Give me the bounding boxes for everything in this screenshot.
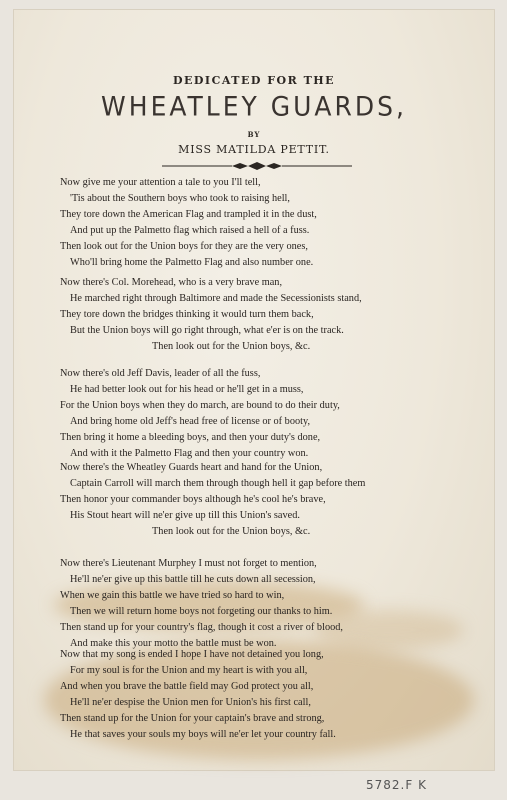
verse-line: Then stand up for your country's flag, though it cost a river of blood, xyxy=(60,622,343,633)
verse-line: Now there's old Jeff Davis, leader of all the fuss, xyxy=(60,368,261,379)
verse-line: Captain Carroll will march them through though hell it gap before them xyxy=(70,478,366,489)
stanza xyxy=(60,275,480,355)
verse-line: He had better look out for his head or he'll get in a muss, xyxy=(70,384,304,395)
verse-line: Then look out for the Union boys for they are the very ones, xyxy=(60,241,308,252)
stanza xyxy=(60,647,480,743)
stanza xyxy=(60,460,480,540)
verse-line: And when you brave the battle field may God protect you all, xyxy=(60,681,314,692)
verse-line: Then stand up for the Union for your captain's brave and strong, xyxy=(60,713,325,724)
stanza xyxy=(60,366,480,462)
verse-line: They tore down the bridges thinking it would turn them back, xyxy=(60,309,314,320)
dedication-line: DEDICATED FOR THE xyxy=(172,74,336,87)
verse-line: Then look out for the Union boys, &c. xyxy=(152,526,311,537)
page-title: WHEATLEY GUARDS, xyxy=(101,90,407,123)
verse-line: And bring home old Jeff's head free of license or of booty, xyxy=(70,416,311,427)
verse-line: When we gain this battle we have tried so hard to win, xyxy=(60,590,285,601)
verse-line: He'll ne'er despise the Union men for Union's his first call, xyxy=(70,697,311,708)
verse-line: He'll ne'er give up this battle till he cuts down all secession, xyxy=(70,574,316,585)
stanza xyxy=(60,556,480,652)
verse-line: Then honor your commander boys although he's cool he's brave, xyxy=(60,494,326,505)
verse-line: He marched right through Baltimore and made the Secessionists stand, xyxy=(70,293,362,304)
verse-line: Now that my song is ended I hope I have not detained you long, xyxy=(60,649,324,660)
verse-line: And put up the Palmetto flag which raised a hell of a fuss. xyxy=(70,225,310,236)
verse-line: Then we will return home boys not forgeting our thanks to him. xyxy=(70,606,333,617)
verse-line: Now give me your attention a tale to you I'll tell, xyxy=(60,177,261,188)
verse-line: For the Union boys when they do march, are bound to do their duty, xyxy=(60,400,340,411)
verse-line: 'Tis about the Southern boys who took to raising hell, xyxy=(70,193,290,204)
catalog-mark: 5782.F K xyxy=(366,778,427,792)
verse-line: Now there's the Wheatley Guards heart and hand for the Union, xyxy=(60,462,323,473)
verse-line: They tore down the American Flag and trampled it in the dust, xyxy=(60,209,317,220)
broadside-sheet xyxy=(14,10,494,770)
verse-line: His Stout heart will ne'er give up till this Union's saved. xyxy=(70,510,300,521)
verse-line: Now there's Lieutenant Murphey I must not forget to mention, xyxy=(60,558,317,569)
by-line: BY xyxy=(247,130,261,139)
stanza xyxy=(60,175,480,271)
verse-line: But the Union boys will go right through, what e'er is on the track. xyxy=(70,325,344,336)
ornamental-rule xyxy=(162,160,352,172)
verse-line: He that saves your souls my boys will ne'er let your country fall. xyxy=(70,729,336,740)
verse-line: Now there's Col. Morehead, who is a very brave man, xyxy=(60,277,283,288)
verse-line: Then bring it home a bleeding boys, and then your duty's done, xyxy=(60,432,321,443)
verse-line: Then look out for the Union boys, &c. xyxy=(152,341,311,352)
verse-line: And make this your motto the battle must be won. xyxy=(70,638,277,649)
verse-line: Who'll bring home the Palmetto Flag and also number one. xyxy=(70,257,314,268)
verse-line: For my soul is for the Union and my heart is with you all, xyxy=(70,665,308,676)
verse-line: And with it the Palmetto Flag and then your country won. xyxy=(70,448,309,459)
author-name: MISS MATILDA PETTIT. xyxy=(178,143,330,156)
